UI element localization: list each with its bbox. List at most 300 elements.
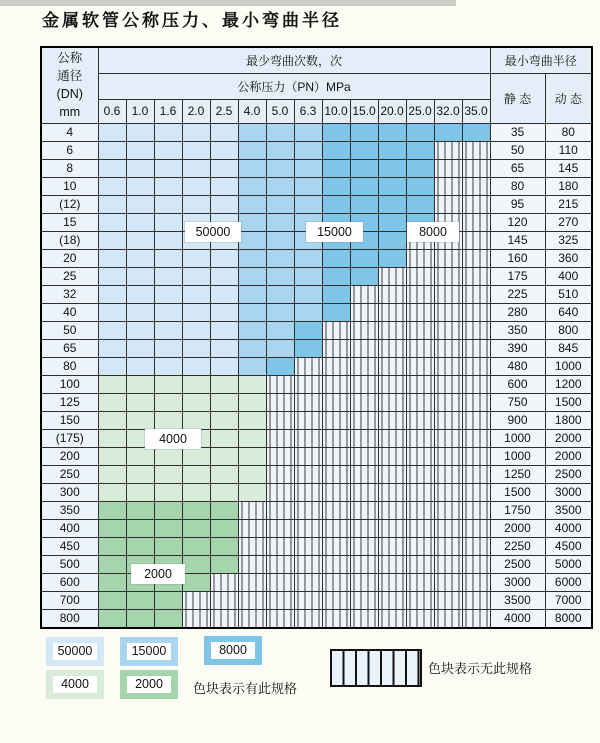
no-spec-cell [294, 429, 322, 447]
spec-cell [98, 159, 126, 177]
spec-cell [126, 447, 154, 465]
dn-label: 500 [41, 555, 98, 573]
no-spec-cell [350, 393, 378, 411]
pressure-col-header: 2.0 [182, 99, 210, 123]
spec-cell [210, 123, 238, 141]
spec-cell [98, 195, 126, 213]
spec-cell [154, 537, 182, 555]
spec-cell [238, 303, 266, 321]
spec-cell [126, 249, 154, 267]
spec-cell [98, 519, 126, 537]
spec-cell [294, 177, 322, 195]
legend-swatch-8000 [204, 636, 262, 665]
no-spec-cell [378, 555, 406, 573]
dynamic-radius-value: 145 [545, 159, 592, 177]
spec-cell [210, 141, 238, 159]
no-spec-cell [322, 555, 350, 573]
spec-cell [266, 339, 294, 357]
pressure-col-header: 10.0 [322, 99, 350, 123]
static-radius-value: 50 [490, 141, 545, 159]
dn-label: 25 [41, 267, 98, 285]
no-spec-cell [378, 465, 406, 483]
no-spec-cell [434, 195, 462, 213]
no-spec-cell [350, 465, 378, 483]
spec-cell [154, 591, 182, 609]
spec-cell [98, 393, 126, 411]
spec-cell [294, 285, 322, 303]
legend-note-available: 色块表示有此规格 [193, 681, 298, 696]
no-spec-cell [434, 573, 462, 591]
no-spec-cell [462, 519, 490, 537]
no-spec-cell [434, 519, 462, 537]
spec-cell [182, 537, 210, 555]
spec-cell [182, 573, 210, 591]
table-row [41, 177, 592, 195]
spec-cell [266, 303, 294, 321]
no-spec-cell [406, 411, 434, 429]
spec-cell [378, 123, 406, 141]
no-spec-cell [378, 573, 406, 591]
static-radius-value: 1750 [490, 501, 545, 519]
static-header: 静 态 [490, 73, 545, 123]
spec-cell [126, 321, 154, 339]
spec-cell [406, 195, 434, 213]
dynamic-radius-value: 215 [545, 195, 592, 213]
table-row [41, 609, 592, 628]
no-spec-cell [406, 609, 434, 628]
table-row [41, 339, 592, 357]
no-spec-cell [322, 393, 350, 411]
no-spec-cell [378, 609, 406, 628]
no-spec-cell [294, 501, 322, 519]
legend-swatch-2000 [120, 670, 178, 699]
dynamic-radius-value: 845 [545, 339, 592, 357]
table-row [41, 303, 592, 321]
page-title: 金属软管公称压力、最小弯曲半径 [42, 11, 342, 31]
no-spec-cell [350, 321, 378, 339]
no-spec-cell [378, 429, 406, 447]
no-spec-cell [462, 465, 490, 483]
no-spec-cell [462, 231, 490, 249]
static-radius-value: 2250 [490, 537, 545, 555]
legend-swatch-label: 4000 [53, 676, 97, 693]
no-spec-cell [322, 591, 350, 609]
spec-cell [210, 393, 238, 411]
no-spec-cell [294, 537, 322, 555]
no-spec-cell [378, 375, 406, 393]
static-radius-value: 3500 [490, 591, 545, 609]
spec-cell [154, 141, 182, 159]
spec-cell [322, 123, 350, 141]
spec-cell [238, 285, 266, 303]
spec-cell [98, 573, 126, 591]
spec-cell [238, 483, 266, 501]
spec-cell [238, 231, 266, 249]
static-radius-value: 4000 [490, 609, 545, 628]
spec-cell [182, 195, 210, 213]
spec-cell [126, 285, 154, 303]
no-spec-cell [406, 249, 434, 267]
spec-cell [238, 357, 266, 375]
no-spec-cell [322, 339, 350, 357]
no-spec-cell [434, 393, 462, 411]
no-spec-cell [238, 537, 266, 555]
spec-cell [210, 537, 238, 555]
spec-cell [238, 177, 266, 195]
spec-cell [350, 123, 378, 141]
dynamic-radius-value: 2000 [545, 429, 592, 447]
no-spec-cell [266, 375, 294, 393]
no-spec-cell [462, 447, 490, 465]
no-spec-cell [210, 573, 238, 591]
no-spec-cell [350, 501, 378, 519]
no-spec-cell [378, 483, 406, 501]
no-spec-cell [322, 519, 350, 537]
spec-cell [154, 267, 182, 285]
no-spec-cell [434, 321, 462, 339]
no-spec-cell [266, 483, 294, 501]
legend-swatch-4000 [46, 670, 104, 699]
spec-cell [98, 213, 126, 231]
static-radius-value: 1500 [490, 483, 545, 501]
spec-cell [182, 141, 210, 159]
spec-cell [238, 429, 266, 447]
spec-cell [238, 339, 266, 357]
dn-label: 50 [41, 321, 98, 339]
spec-cell [126, 393, 154, 411]
spec-cell [126, 465, 154, 483]
static-radius-value: 225 [490, 285, 545, 303]
no-spec-cell [350, 447, 378, 465]
spec-cell [294, 159, 322, 177]
no-spec-cell [462, 141, 490, 159]
spec-cell [98, 375, 126, 393]
table-row [41, 285, 592, 303]
no-spec-cell [350, 357, 378, 375]
table-row [41, 483, 592, 501]
no-spec-cell [294, 411, 322, 429]
zone-label-50000: 50000 [185, 222, 241, 242]
spec-cell [98, 429, 126, 447]
no-spec-cell [350, 429, 378, 447]
no-spec-cell [322, 573, 350, 591]
dynamic-radius-value: 5000 [545, 555, 592, 573]
no-spec-cell [462, 573, 490, 591]
no-spec-cell [294, 519, 322, 537]
no-spec-cell [238, 555, 266, 573]
no-spec-cell [406, 501, 434, 519]
no-spec-cell [462, 555, 490, 573]
spec-cell [126, 213, 154, 231]
pressure-col-header: 32.0 [434, 99, 462, 123]
spec-cell [98, 555, 126, 573]
spec-cell [154, 321, 182, 339]
no-spec-cell [322, 411, 350, 429]
static-radius-value: 350 [490, 321, 545, 339]
spec-cell [266, 249, 294, 267]
table-row [41, 573, 592, 591]
table-row [41, 249, 592, 267]
spec-cell [182, 321, 210, 339]
static-radius-value: 1000 [490, 447, 545, 465]
spec-cell [378, 213, 406, 231]
spec-cell [294, 141, 322, 159]
spec-cell [294, 195, 322, 213]
dynamic-radius-value: 1500 [545, 393, 592, 411]
no-spec-cell [462, 501, 490, 519]
no-spec-cell [294, 573, 322, 591]
spec-cell [126, 339, 154, 357]
no-spec-cell [322, 321, 350, 339]
no-spec-cell [378, 393, 406, 411]
spec-cell [406, 123, 434, 141]
dn-label: 600 [41, 573, 98, 591]
no-spec-cell [266, 411, 294, 429]
pressure-col-header: 0.6 [98, 99, 126, 123]
spec-cell [238, 375, 266, 393]
pressure-col-header: 1.0 [126, 99, 154, 123]
spec-cell [238, 249, 266, 267]
spec-cell [294, 123, 322, 141]
no-spec-cell [238, 519, 266, 537]
spec-cell [378, 195, 406, 213]
no-spec-cell [462, 375, 490, 393]
spec-cell [182, 375, 210, 393]
legend-swatch-15000 [120, 637, 178, 666]
no-spec-cell [350, 339, 378, 357]
no-spec-cell [406, 429, 434, 447]
spec-cell [266, 213, 294, 231]
no-spec-cell [462, 429, 490, 447]
spec-cell [126, 303, 154, 321]
no-spec-cell [434, 141, 462, 159]
spec-cell [154, 123, 182, 141]
spec-cell [406, 141, 434, 159]
spec-cell [210, 285, 238, 303]
dynamic-radius-value: 800 [545, 321, 592, 339]
dynamic-radius-value: 640 [545, 303, 592, 321]
dn-label: 200 [41, 447, 98, 465]
table-row [41, 591, 592, 609]
spec-cell [322, 141, 350, 159]
pressure-bend-table [40, 46, 593, 629]
no-spec-cell [434, 267, 462, 285]
no-spec-cell [406, 573, 434, 591]
spec-cell [98, 231, 126, 249]
spec-cell [182, 555, 210, 573]
table-row [41, 519, 592, 537]
static-radius-value: 3000 [490, 573, 545, 591]
no-spec-cell [378, 339, 406, 357]
no-spec-cell [462, 285, 490, 303]
spec-cell [378, 231, 406, 249]
spec-cell [322, 267, 350, 285]
spec-cell [434, 123, 462, 141]
no-spec-cell [378, 591, 406, 609]
spec-cell [126, 519, 154, 537]
spec-cell [182, 501, 210, 519]
no-spec-cell [462, 483, 490, 501]
no-spec-cell [266, 465, 294, 483]
spec-cell [182, 519, 210, 537]
spec-cell [98, 357, 126, 375]
no-spec-cell [322, 501, 350, 519]
spec-cell [266, 321, 294, 339]
no-spec-cell [462, 195, 490, 213]
spec-cell [154, 519, 182, 537]
table-row [41, 465, 592, 483]
dynamic-radius-value: 2500 [545, 465, 592, 483]
static-radius-value: 120 [490, 213, 545, 231]
static-radius-value: 2500 [490, 555, 545, 573]
no-spec-cell [406, 375, 434, 393]
spec-cell [98, 267, 126, 285]
table-row [41, 123, 592, 141]
no-spec-cell [322, 483, 350, 501]
no-spec-cell [378, 267, 406, 285]
spec-cell [154, 501, 182, 519]
spec-cell [210, 519, 238, 537]
no-spec-cell [434, 609, 462, 628]
spec-cell [210, 555, 238, 573]
no-spec-cell [322, 429, 350, 447]
spec-cell [98, 483, 126, 501]
no-spec-cell [406, 591, 434, 609]
no-spec-cell [462, 591, 490, 609]
no-spec-cell [182, 609, 210, 628]
table-row [41, 393, 592, 411]
no-spec-cell [266, 447, 294, 465]
spec-cell [266, 159, 294, 177]
no-spec-cell [294, 591, 322, 609]
table-row [41, 267, 592, 285]
dn-label: 800 [41, 609, 98, 628]
spec-cell [182, 303, 210, 321]
dn-label: 80 [41, 357, 98, 375]
pressure-col-header: 4.0 [238, 99, 266, 123]
dynamic-radius-value: 400 [545, 267, 592, 285]
no-spec-cell [322, 447, 350, 465]
spec-cell [294, 339, 322, 357]
static-radius-value: 480 [490, 357, 545, 375]
no-spec-cell [462, 321, 490, 339]
table-row [41, 447, 592, 465]
static-radius-value: 80 [490, 177, 545, 195]
no-spec-cell [238, 573, 266, 591]
dynamic-radius-value: 510 [545, 285, 592, 303]
table-row [41, 537, 592, 555]
spec-cell [182, 357, 210, 375]
spec-cell [350, 249, 378, 267]
dn-label: 350 [41, 501, 98, 519]
spec-cell [98, 285, 126, 303]
spec-cell [238, 447, 266, 465]
spec-cell [238, 465, 266, 483]
spec-cell [98, 591, 126, 609]
no-spec-cell [434, 465, 462, 483]
spec-cell [210, 339, 238, 357]
legend-swatch-50000 [46, 637, 104, 666]
dynamic-radius-value: 4000 [545, 519, 592, 537]
no-spec-cell [350, 519, 378, 537]
dynamic-header: 动 态 [545, 73, 592, 123]
no-spec-cell [406, 357, 434, 375]
spec-cell [154, 393, 182, 411]
spec-cell [266, 123, 294, 141]
spec-cell [98, 501, 126, 519]
spec-cell [126, 123, 154, 141]
table-row [41, 375, 592, 393]
spec-cell [154, 177, 182, 195]
no-spec-cell [406, 537, 434, 555]
spec-cell [406, 177, 434, 195]
static-radius-value: 390 [490, 339, 545, 357]
spec-cell [294, 249, 322, 267]
spec-cell [98, 339, 126, 357]
spec-cell [182, 393, 210, 411]
dn-label: (175) [41, 429, 98, 447]
spec-cell [378, 249, 406, 267]
spec-cell [182, 465, 210, 483]
no-spec-cell [406, 447, 434, 465]
spec-cell [182, 339, 210, 357]
table-row [41, 555, 592, 573]
dynamic-radius-value: 110 [545, 141, 592, 159]
table-row [41, 411, 592, 429]
spec-cell [154, 303, 182, 321]
spec-cell [154, 339, 182, 357]
static-radius-value: 65 [490, 159, 545, 177]
no-spec-cell [350, 285, 378, 303]
no-spec-cell [434, 159, 462, 177]
no-spec-cell [238, 501, 266, 519]
spec-cell [98, 321, 126, 339]
table-row [41, 501, 592, 519]
dn-label: 250 [41, 465, 98, 483]
no-spec-cell [378, 447, 406, 465]
spec-cell [154, 465, 182, 483]
no-spec-cell [238, 591, 266, 609]
dynamic-radius-value: 1800 [545, 411, 592, 429]
spec-cell [98, 465, 126, 483]
no-spec-cell [434, 339, 462, 357]
spec-cell [210, 303, 238, 321]
no-spec-cell [378, 285, 406, 303]
dn-label: 6 [41, 141, 98, 159]
no-spec-cell [378, 357, 406, 375]
no-spec-cell [434, 357, 462, 375]
dynamic-radius-value: 80 [545, 123, 592, 141]
no-spec-cell [462, 393, 490, 411]
no-spec-cell [462, 249, 490, 267]
spec-cell [210, 177, 238, 195]
dynamic-radius-value: 6000 [545, 573, 592, 591]
pressure-col-header: 35.0 [462, 99, 490, 123]
spec-cell [210, 195, 238, 213]
dn-label: 150 [41, 411, 98, 429]
legend-swatch-label: 15000 [127, 643, 171, 660]
legend-note-none: 色块表示无此规格 [428, 661, 533, 676]
no-spec-cell [462, 411, 490, 429]
spec-cell [266, 177, 294, 195]
static-radius-value: 280 [490, 303, 545, 321]
legend-swatch-label: 2000 [127, 676, 171, 693]
no-spec-cell [462, 339, 490, 357]
spec-cell [182, 123, 210, 141]
dn-label: 125 [41, 393, 98, 411]
no-spec-cell [462, 267, 490, 285]
spec-cell [126, 411, 154, 429]
